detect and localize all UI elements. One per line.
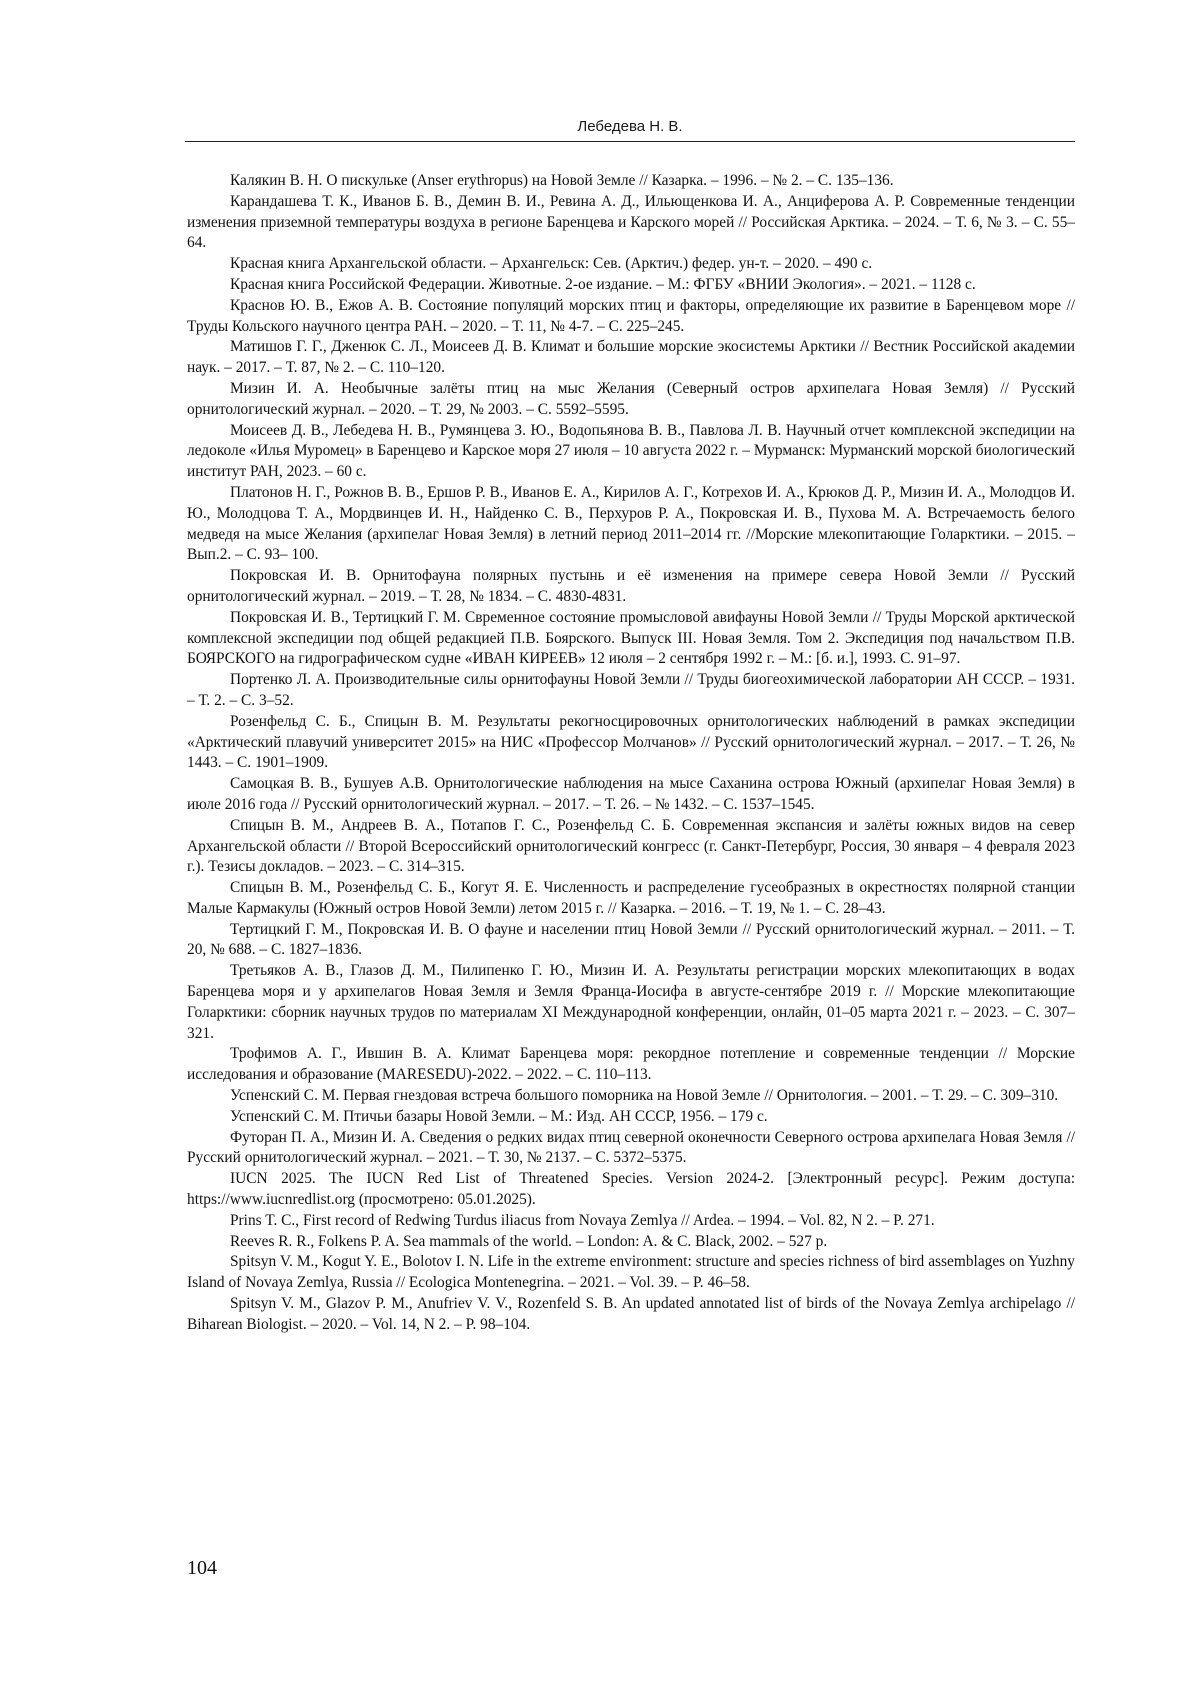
running-header-author: Лебедева Н. В.	[577, 118, 683, 135]
page-number: 104	[187, 1557, 217, 1579]
reference-item: Покровская И. В. Орнитофауна полярных пустынь и её изменения на примере севера Новой Земли // Русский орнитологический журнал. – 2019. – Т. 28, № 1834. – С. 4830-4831.	[187, 567, 1075, 605]
reference-item: Калякин В. Н. О пискульке (Anser erythropus) на Новой Земле // Казарка. – 1996. – № 2. – С. 135–136.	[230, 172, 894, 189]
reference-item: Красная книга Российской Федерации. Животные. 2-ое издание. – М.: ФГБУ «ВНИИ Экология». – 2021. – 1128 с.	[230, 275, 976, 293]
reference-item: Красная книга Архангельской области. – Архангельск: Сев. (Арктич.) федер. ун-т. – 2020. – 490 с.	[230, 255, 873, 273]
reference-item: Spitsyn V. M., Kogut Y. E., Bolotov I. N. Life in the extreme environment: structure and species richness of bird assemblages on Yuzhny Island of Novaya Zemlya, Russia // Ecologica Montenegrina. – 2021. – Vol. 39. – P. 46–58.	[187, 1253, 1075, 1292]
reference-item: Моисеев Д. В., Лебедева Н. В., Румянцева З. Ю., Водопьянова В. В., Павлова Л. В. Научный отчет комплексной экспедиции на ледоколе «Илья Муромец» в Баренцево и Карское моря 27 июля – 10 августа 2022 г. – Мурманск: Мурманский морской биологический институт РАН, 2023. – 60 с.	[187, 421, 1075, 481]
header-divider	[185, 141, 1075, 142]
reference-item: Спицын В. М., Розенфельд С. Б., Когут Я. Е. Численность и распределение гусеобразных в окрестностях полярной станции Малые Кармакулы (Южный остров Новой Земли) летом 2015 г. // Казарка. – 2016. – Т. 19, № 1. – С. 28–43.	[187, 879, 1075, 917]
reference-item: Карандашева Т. К., Иванов Б. В., Демин В. И., Ревина А. Д., Ильющенкова И. А., Анциферова А. Р. Современные тенденции изменения приземной температуры воздуха в регионе Баренцева и Карского морей // Российская Арктика. – 2024. – Т. 6, № 3. – С. 55–64.	[187, 192, 1075, 252]
reference-list	[187, 171, 1075, 1336]
reference-item: Reeves R. R., Folkens P. A. Sea mammals of the world. – London: A. & C. Black, 2002. – 527 p.	[230, 1232, 828, 1250]
reference-item: Спицын В. М., Андреев В. А., Потапов Г. С., Розенфельд С. Б. Современная экспансия и залёты южных видов на север Архангельской области // Второй Всероссийский орнитологический конгресс (г. Санкт-Петербург, Россия, 30 января – 4 февраля 2023 г.). Тезисы докладов. – 2023. – С. 314–315.	[187, 816, 1075, 876]
reference-item: Портенко Л. А. Производительные силы орнитофауны Новой Земли // Труды биогеохимической лаборатории АН СССР. – 1931. – Т. 2. – С. 3–52.	[187, 671, 1075, 709]
reference-item: Покровская И. В., Тертицкий Г. М. Свременное состояние промысловой авифауны Новой Земли // Труды Морской арктической комплексной экспедиции под общей редакцией П.В. Боярского. Выпуск III. Новая Земля. Том 2. Экспедиция под начальством П.В. БОЯРСКОГО на гидрографическом судне «ИВАН КИРЕЕВ» 12 июля – 2 сентября 1992 г. – М.: [б. и.], 1993. С. 91–97.	[187, 608, 1075, 668]
reference-item: Третьяков А. В., Глазов Д. М., Пилипенко Г. Ю., Мизин И. А. Результаты регистрации морских млекопитающих в водах Баренцева моря и у архипелагов Новая Земля и Земля Франца-Иосифа в августе-сентябре 2019 г. // Морские млекопитающие Голарктики: сборник научных трудов по материалам XI Международной конференции, онлайн, 01–05 марта 2021 г. – 2023. – С. 307–321.	[187, 962, 1075, 1042]
reference-item: Prins T. C., First record of Redwing Turdus iliacus from Novaya Zemlya // Ardea. – 1994. – Vol. 82, N 2. – P. 271.	[230, 1211, 935, 1229]
reference-item: Spitsyn V. M., Glazov P. M., Anufriev V. V., Rozenfeld S. B. An updated annotated list of birds of the Novaya Zemlya archipelago // Biharean Biologist. – 2020. – Vol. 14, N 2. – P. 98–104.	[187, 1295, 1075, 1333]
reference-item: Розенфельд С. Б., Спицын В. М. Результаты рекогносцировочных орнитологических наблюдений в рамках экспедиции «Арктический плавучий университет 2015» на НИС «Профессор Молчанов» // Русский орнитологический журнал. – 2017. – Т. 26, № 1443. – С. 1901–1909.	[187, 712, 1075, 772]
reference-item: Самоцкая В. В., Бушуев А.В. Орнитологические наблюдения на мысе Саханина острова Южный (архипелаг Новая Земля) в июле 2016 года // Русский орнитологический журнал. – 2017. – Т. 26. – № 1432. – С. 1537–1545.	[187, 775, 1075, 813]
reference-item: Успенский С. М. Птичьи базары Новой Земли. – М.: Изд. АН СССР, 1956. – 179 с.	[230, 1107, 768, 1125]
reference-item: Платонов Н. Г., Рожнов В. В., Ершов Р. В., Иванов Е. А., Кирилов А. Г., Котрехов И. А., Крюков Д. Р., Мизин И. А., Молодцов И. Ю., Молодцова Т. А., Мордвинцев И. Н., Найденко С. В., Перхуров Р. А., Покровская И. В., Пухова М. А. Встречаемость белого медведя на мысе Желания (архипелаг Новая Земля) в летний период 2011–2014 гг. //Морские млекопитающие Голарктики. – 2015. – Вып.2. – С. 93– 100.	[187, 483, 1075, 564]
reference-item: IUCN 2025. The IUCN Red List of Threatened Species. Version 2024-2. [Электронный ресурс]. Режим доступа: https://www.iucnredlist.org (просмотрено: 05.01.2025).	[187, 1170, 1075, 1209]
reference-item: Трофимов А. Г., Ившин В. А. Климат Баренцева моря: рекордное потепление и современные тенденции // Морские исследования и образование (MARESEDU)-2022. – 2022. – С. 110–113.	[187, 1045, 1075, 1084]
reference-item: Мизин И. А. Необычные залёты птиц на мыс Желания (Северный остров архипелага Новая Земля) // Русский орнитологический журнал. – 2020. – Т. 29, № 2003. – С. 5592–5595.	[187, 379, 1075, 418]
reference-item: Тертицкий Г. М., Покровская И. В. О фауне и населении птиц Новой Земли // Русский орнитологический журнал. – 2011. – Т. 20, № 688. – С. 1827–1836.	[187, 920, 1075, 959]
reference-item: Краснов Ю. В., Ежов А. В. Состояние популяций морских птиц и факторы, определяющие их развитие в Баренцевом море // Труды Кольского научного центра РАН. – 2020. – Т. 11, № 4-7. – С. 225–245.	[187, 296, 1075, 335]
reference-item: Матишов Г. Г., Дженюк С. Л., Моисеев Д. В. Климат и большие морские экосистемы Арктики // Вестник Российской академии наук. – 2017. – Т. 87, № 2. – С. 110–120.	[187, 338, 1075, 377]
reference-item: Футоран П. А., Мизин И. А. Сведения о редких видах птиц северной оконечности Северного острова архипелага Новая Земля // Русский орнитологический журнал. – 2021. – Т. 30, № 2137. – С. 5372–5375.	[187, 1128, 1075, 1167]
reference-item: Успенский С. М. Первая гнездовая встреча большого поморника на Новой Земле // Орнитология. – 2001. – Т. 29. – С. 309–310.	[230, 1087, 1059, 1105]
